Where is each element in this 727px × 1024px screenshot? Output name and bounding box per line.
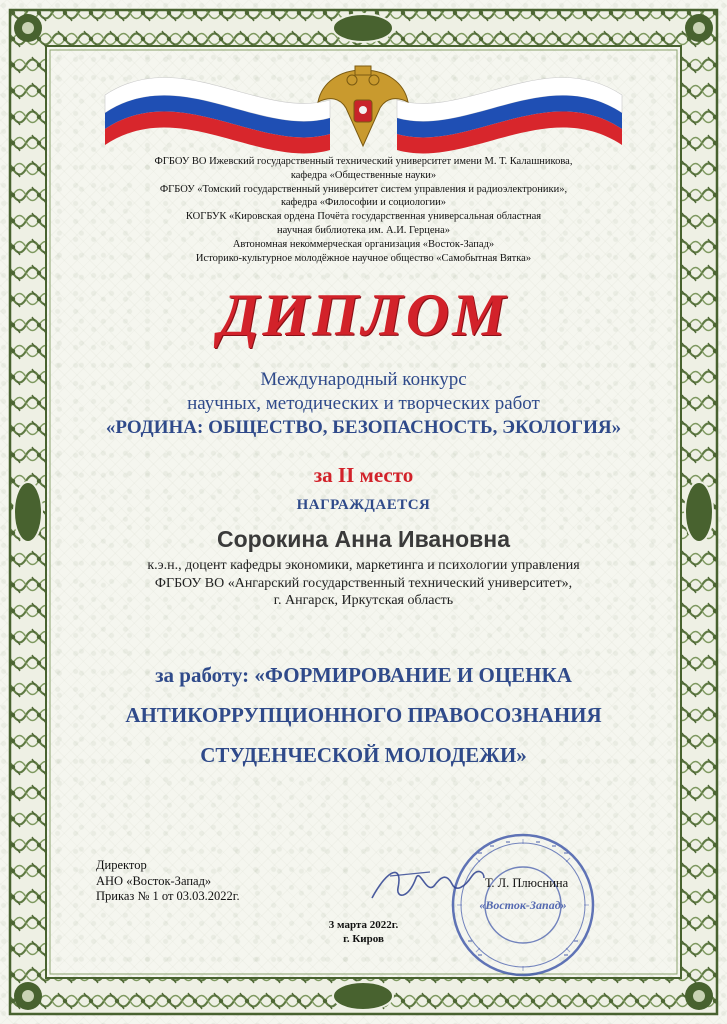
coat-of-arms-icon bbox=[318, 66, 408, 146]
organizer-line: кафедра «Философии и социологии» bbox=[280, 197, 447, 209]
awarded-label: НАГРАЖДАЕТСЯ bbox=[296, 497, 431, 513]
work-line-1: за работу: «ФОРМИРОВАНИЕ И ОЦЕНКА bbox=[155, 663, 572, 687]
signer-organization: АНО «Восток-Запад» bbox=[96, 873, 212, 888]
organizer-line: Историко-культурное молодёжное научное общество «Самобытная Вятка» bbox=[195, 252, 532, 264]
issue-date: 3 марта 2022г. bbox=[328, 919, 399, 931]
date-place bbox=[0, 918, 727, 946]
contest-block bbox=[0, 368, 727, 440]
diploma-title: ДИПЛОМ bbox=[218, 282, 509, 348]
organizer-line: ФГБОУ «Томский государственный университет систем управления и радиоэлектроники», bbox=[159, 183, 568, 195]
work-line-3: СТУДЕНЧЕСКОЙ МОЛОДЕЖИ» bbox=[200, 743, 527, 767]
signer-name: Т. Л. Плюснина bbox=[485, 876, 569, 890]
recipient-position: к.э.н., доцент кафедры экономики, маркетинга и психологии управления bbox=[147, 558, 580, 573]
signature-icon bbox=[368, 858, 488, 908]
organizer-line: КОГБУК «Кировская ордена Почёта государственная универсальная областная bbox=[185, 211, 542, 223]
signer-role: Директор bbox=[96, 858, 147, 872]
issue-city: г. Киров bbox=[343, 933, 384, 945]
organizer-line: ФГБОУ ВО Ижевский государственный технический университет имени М. Т. Калашникова, bbox=[154, 156, 573, 167]
recipient-location: г. Ангарск, Иркутская область bbox=[273, 593, 454, 608]
organizer-line: кафедра «Общественные науки» bbox=[290, 169, 437, 181]
work-title bbox=[0, 655, 727, 775]
organizers-list bbox=[0, 155, 727, 265]
stamp-label: «Восток-Запад» bbox=[479, 898, 567, 912]
contest-line-1: Международный конкурс bbox=[260, 369, 467, 390]
order-reference: Приказ № 1 от 03.03.2022г. bbox=[96, 889, 240, 903]
organizer-line: Автономная некоммерческая организация «Восток-Запад» bbox=[232, 238, 495, 250]
recipient-details bbox=[0, 557, 727, 610]
award-place: за II место bbox=[313, 463, 414, 487]
signature-block bbox=[96, 858, 240, 905]
contest-line-2: научных, методических и творческих работ bbox=[187, 393, 540, 414]
tricolor-ribbon-icon bbox=[0, 0, 727, 160]
contest-name: «РОДИНА: ОБЩЕСТВО, БЕЗОПАСНОСТЬ, ЭКОЛОГИЯ» bbox=[105, 417, 622, 438]
recipient-institution: ФГБОУ ВО «Ангарский государственный технический университет», bbox=[154, 575, 573, 591]
organizer-line: научная библиотека им. А.И. Герцена» bbox=[276, 224, 451, 236]
work-line-2: АНТИКОРРУПЦИОННОГО ПРАВОСОЗНАНИЯ bbox=[125, 703, 602, 727]
recipient-name: Сорокина Анна Ивановна bbox=[217, 526, 510, 552]
